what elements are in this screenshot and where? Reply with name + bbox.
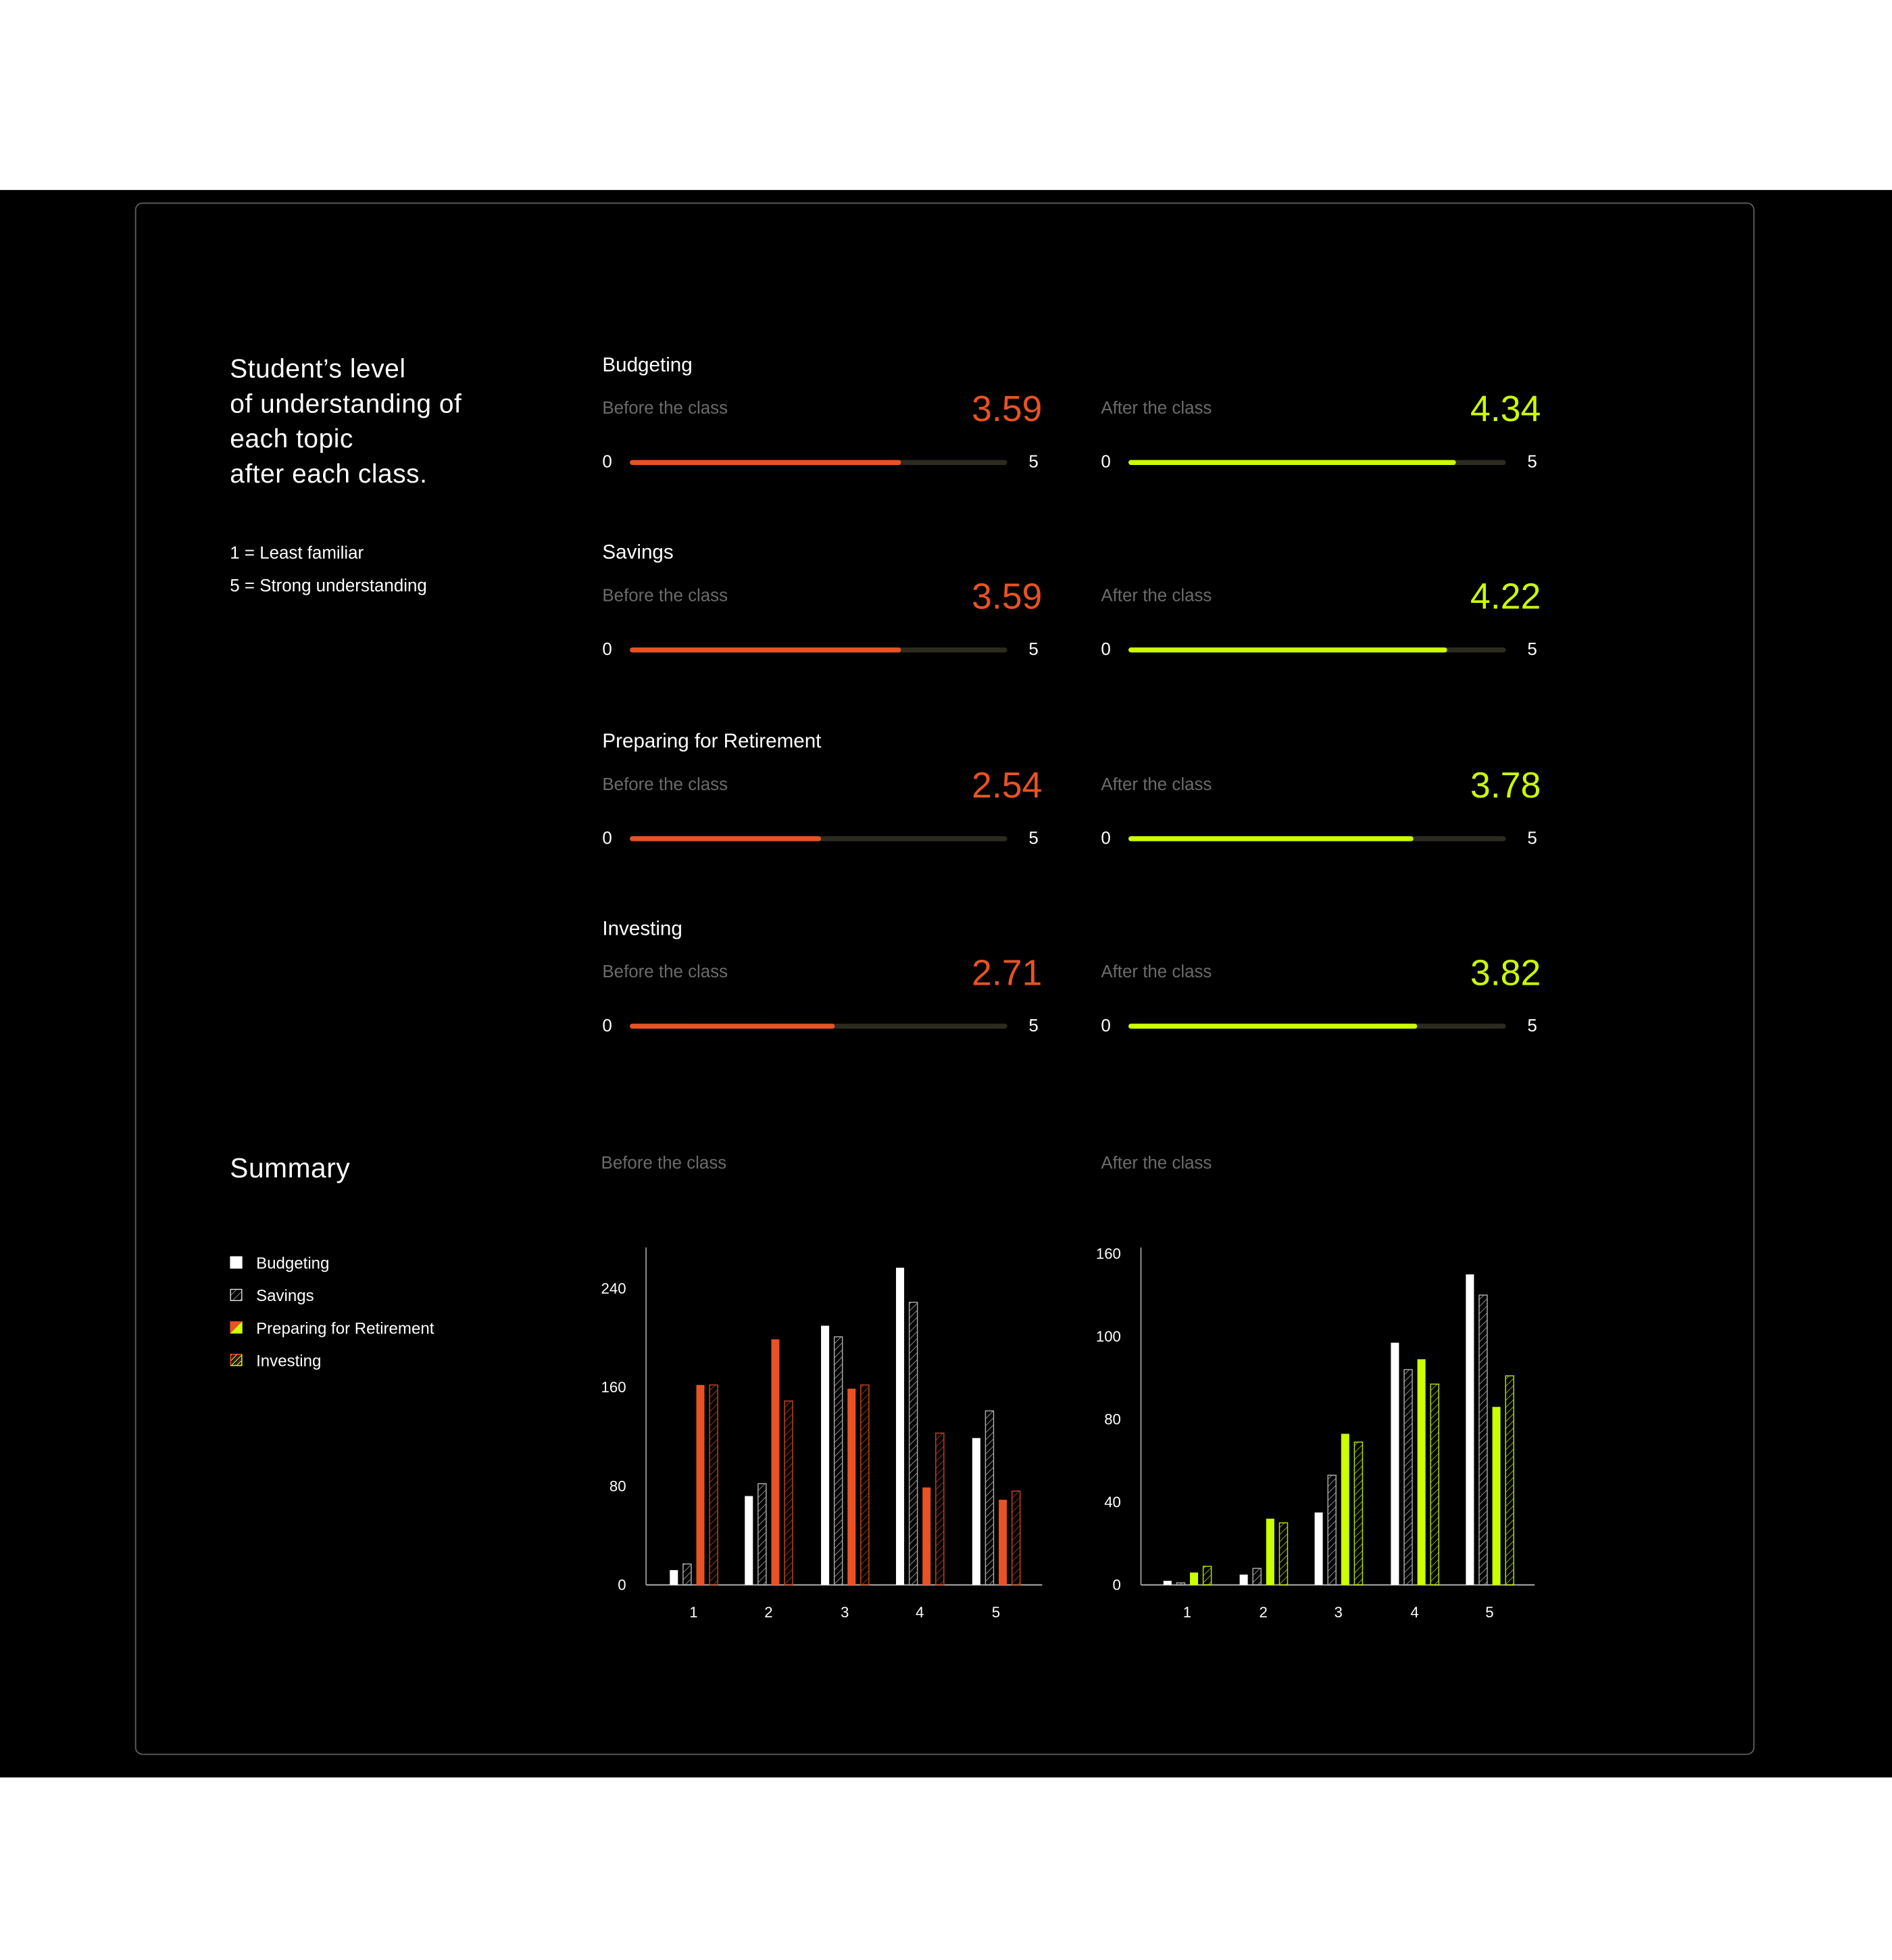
range-max: 5 — [1527, 451, 1537, 472]
before-bar-investing — [936, 1433, 944, 1585]
after-label: After the class — [1101, 585, 1212, 606]
before-bar-budgeting — [972, 1438, 980, 1585]
after-bar-preparing-for-retirement — [1493, 1407, 1501, 1585]
after-y-tick-label: 40 — [1104, 1493, 1121, 1511]
after-y-tick-label: 0 — [1112, 1576, 1121, 1594]
after-bar-investing — [1279, 1523, 1287, 1585]
after-bar-preparing-for-retirement — [1190, 1573, 1198, 1585]
after-y-tick-label: 80 — [1104, 1411, 1121, 1428]
after-bar-preparing-for-retirement — [1341, 1434, 1349, 1585]
range-min: 0 — [1101, 639, 1111, 659]
before-bar-preparing-for-retirement — [771, 1340, 779, 1585]
topic-name: Savings — [602, 542, 674, 564]
after-bar-preparing-for-retirement — [1266, 1519, 1274, 1585]
range-min: 0 — [1101, 1014, 1111, 1035]
before-bar-budgeting — [896, 1268, 904, 1585]
before-bar-savings — [985, 1411, 993, 1586]
before-x-tick-label: 1 — [689, 1604, 698, 1621]
after-bar-investing — [1354, 1442, 1362, 1585]
before-score: 2.54 — [971, 766, 1043, 806]
after-chart-title: After the class — [1101, 1152, 1212, 1173]
title-line: Student’s level — [230, 355, 406, 384]
before-score: 3.59 — [971, 390, 1043, 431]
after-bar-budgeting — [1466, 1275, 1474, 1585]
after-x-tick-label: 5 — [1485, 1604, 1494, 1621]
range-max: 5 — [1527, 827, 1537, 848]
before-x-tick-label: 2 — [764, 1604, 773, 1621]
before-bar-preparing-for-retirement — [922, 1488, 930, 1585]
topic-name: Preparing for Retirement — [602, 731, 822, 753]
range-min: 0 — [1101, 827, 1111, 848]
range-max: 5 — [1028, 827, 1039, 848]
before-score: 3.59 — [971, 577, 1043, 618]
before-bar-investing — [861, 1385, 869, 1585]
range-min: 0 — [602, 639, 612, 659]
before-bar-budgeting — [670, 1570, 678, 1585]
title-line: after each class. — [230, 460, 428, 489]
before-x-tick-label: 4 — [915, 1604, 924, 1621]
after-x-tick-label: 4 — [1410, 1604, 1419, 1621]
after-bar-investing — [1430, 1384, 1439, 1585]
scale-note-min: 1 = Least familiar — [230, 542, 364, 563]
after-bar-investing — [1203, 1566, 1212, 1585]
before-label: Before the class — [602, 397, 728, 418]
title-line: each topic — [230, 424, 353, 454]
before-chart-title: Before the class — [601, 1152, 727, 1173]
range-max: 5 — [1028, 639, 1039, 659]
after-label: After the class — [1101, 397, 1212, 418]
after-bar-savings — [1328, 1475, 1336, 1585]
before-bar-preparing-for-retirement — [696, 1385, 704, 1585]
after-bar-savings — [1404, 1369, 1412, 1585]
before-x-tick-label: 5 — [991, 1604, 1001, 1621]
after-bar-budgeting — [1315, 1513, 1323, 1585]
topic-name: Investing — [602, 918, 682, 940]
range-max: 5 — [1527, 1014, 1537, 1035]
after-label: After the class — [1101, 773, 1212, 794]
before-bar-budgeting — [821, 1326, 829, 1586]
after-bar-budgeting — [1240, 1575, 1248, 1585]
before-score: 2.71 — [971, 954, 1043, 994]
before-bar-preparing-for-retirement — [847, 1389, 855, 1585]
scale-note-max: 5 = Strong understanding — [230, 574, 427, 595]
after-bar-investing — [1505, 1376, 1514, 1585]
before-bar-savings — [758, 1484, 766, 1585]
before-y-tick-label: 0 — [618, 1576, 626, 1594]
after-bar-budgeting — [1391, 1343, 1399, 1585]
before-label: Before the class — [602, 961, 728, 981]
before-bar-savings — [910, 1302, 918, 1585]
after-x-tick-label: 3 — [1334, 1604, 1343, 1621]
after-bar-savings — [1176, 1583, 1185, 1585]
after-bar-preparing-for-retirement — [1418, 1359, 1426, 1585]
before-label: Before the class — [602, 585, 728, 606]
after-y-tick-label: 100 — [1095, 1327, 1121, 1345]
range-min: 0 — [1101, 451, 1111, 472]
after-score: 4.34 — [1470, 390, 1541, 431]
after-score: 3.82 — [1470, 954, 1541, 994]
range-min: 0 — [602, 827, 612, 848]
after-x-tick-label: 1 — [1182, 1604, 1192, 1621]
before-bar-savings — [683, 1564, 691, 1585]
legend-label: Budgeting — [256, 1253, 330, 1273]
before-y-tick-label: 160 — [601, 1379, 626, 1396]
before-y-tick-label: 240 — [601, 1280, 626, 1298]
range-max: 5 — [1028, 451, 1039, 472]
after-bar-budgeting — [1164, 1581, 1172, 1585]
title-line: of understanding of — [230, 390, 462, 419]
after-bar-savings — [1479, 1295, 1487, 1585]
range-min: 0 — [602, 1014, 612, 1035]
range-max: 5 — [1028, 1014, 1039, 1035]
after-bar-savings — [1253, 1569, 1261, 1586]
before-y-tick-label: 80 — [609, 1477, 626, 1495]
before-bar-budgeting — [745, 1496, 753, 1585]
range-min: 0 — [602, 451, 612, 472]
summary-title: Summary — [230, 1152, 351, 1184]
before-label: Before the class — [602, 773, 728, 794]
before-bar-investing — [785, 1401, 793, 1585]
before-bar-preparing-for-retirement — [999, 1500, 1007, 1585]
after-label: After the class — [1101, 961, 1212, 981]
topic-name: Budgeting — [602, 355, 693, 376]
before-bar-investing — [1012, 1491, 1020, 1585]
after-x-tick-label: 2 — [1259, 1604, 1268, 1621]
before-x-tick-label: 3 — [841, 1604, 849, 1621]
before-bar-savings — [835, 1337, 843, 1585]
legend-label: Preparing for Retirement — [256, 1319, 434, 1338]
legend-label: Investing — [256, 1351, 322, 1370]
before-bar-investing — [710, 1385, 718, 1585]
range-max: 5 — [1527, 639, 1537, 659]
after-y-tick-label: 160 — [1095, 1245, 1121, 1263]
after-score: 4.22 — [1470, 577, 1541, 618]
legend-label: Savings — [256, 1286, 314, 1305]
after-score: 3.78 — [1470, 766, 1541, 806]
